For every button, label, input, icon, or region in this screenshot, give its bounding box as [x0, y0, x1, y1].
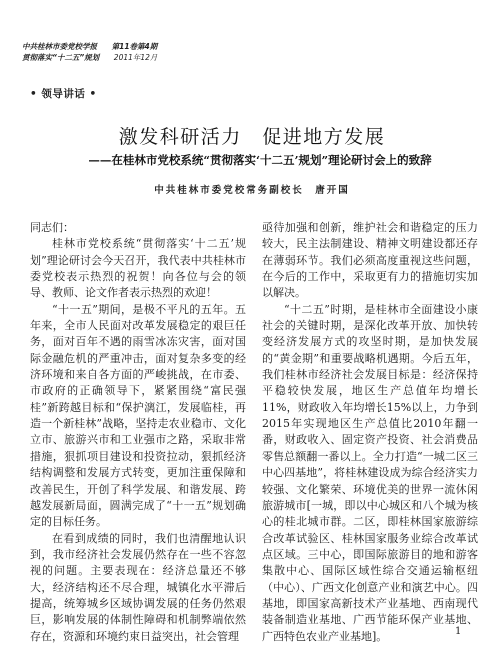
paragraph: 在看到成绩的同时，我们也清醒地认识到，我市经济社会发展仍然存在一些不容忽视的问题。主要表现在：经济总量还不够大，经济结构还不尽合理，城镇化水平滞后提高，统筹城乡区域协调发展的任务仍然艰巨，影响发展的体制性障碍和机制弊端依然存在，资源和环境约束日益突出，社会管理 — [30, 531, 246, 643]
paragraph: “十二五”时期，是桂林市全面建设小康社会的关键时期，是深化改革开放、加快转变经济发展方式的攻坚时期，是加快发展的“黄金期”和重要战略机遇期。今后五年，我们桂林市经济社会发展目标是：经济保持平稳较快发展，地区生产总值年均增长11%，财政收入年均增长15%以上，力争到2015年实现地区生产总值比2010年翻一番，财政收入、固定资产投资、社会消费品零售总额翻一番以上。全力打造“一城二区三中心四基地”，将桂林建设成为综合经济实力较强、文化繁荣、环境优美的世界一流休闲旅游城市[一城，即以中心城区和八个城为核心的桂北城市群。二区，即桂林国家旅游综合改革试验区、桂林国家服务业综合改革试点区域。三中心，即国际旅游目的地和游客集散中心、国际区域性综合交通运输枢纽（中心）、广西文化创意产业和演艺中心。四基地，即国家高新技术产业基地、西南现代装备制造业基地、广西节能环保产业基地、广西特色农业产业基地]。 — [262, 302, 478, 643]
paragraph: 亟待加强和创新，维护社会和谐稳定的压力较大，民主法制建设、精神文明建设都还存在薄弱环节。我们必须高度重视这些问题，在今后的工作中，采取更有力的措施切实加以解决。 — [262, 221, 478, 300]
header-journal-name: 中共桂林市委党校学报 — [22, 42, 97, 51]
author-line: 中共桂林市委党校常务副校长 唐开国 — [154, 185, 350, 196]
header-row-2 — [22, 52, 169, 63]
left-column — [30, 220, 246, 645]
header-row-1 — [22, 41, 169, 52]
article-title: 激发科研活力 促进地方发展 — [118, 126, 386, 148]
header-date: 2011年12月 — [113, 53, 158, 62]
column-tag: • 领导讲话 • — [30, 88, 97, 100]
right-column — [262, 220, 478, 645]
header-topic: 贯彻落实“十二五”规划 — [22, 53, 100, 62]
salutation: 同志们： — [30, 221, 74, 234]
article-subtitle: ——在桂林市党校系统“贯彻落实‘十二五’规划”理论研讨会上的致辞 — [88, 153, 432, 167]
page-number: 1 — [455, 626, 462, 637]
header-issue: 第11卷第4期 — [111, 42, 158, 51]
paragraph: “十一五”期间，是极不平凡的五年。五年来，全市人民面对改革发展稳定的艰巨任务，面对百年不遇的雨雪冰冻灾害，面对国际金融危机的严重冲击，面对复杂多变的经济环境和来自各方面的严峻挑战，在市委、市政府的正确领导下，紧紧围绕“富民强桂”新跨越目标和“保护漓江，发展临桂，再造一个新桂林”战略，坚持走农业稳市、文化立市、旅游兴市和工业强市之路，采取非常措施，狠抓项目建设和投资拉动，狠抓经济结构调整和发展方式转变，更加注重保障和改善民生，开创了科学发展、和谐发展、跨越发展新局面，圆满完成了“十一五”规划确定的目标任务。 — [30, 302, 246, 529]
journal-header — [22, 41, 169, 63]
paragraph: 桂林市党校系统“贯彻落实‘十二五’规划”理论研讨会今天召开，我代表中共桂林市委党校表示热烈的祝贺！向各位与会的领导、教师、论文作者表示热烈的欢迎！ — [30, 237, 246, 300]
